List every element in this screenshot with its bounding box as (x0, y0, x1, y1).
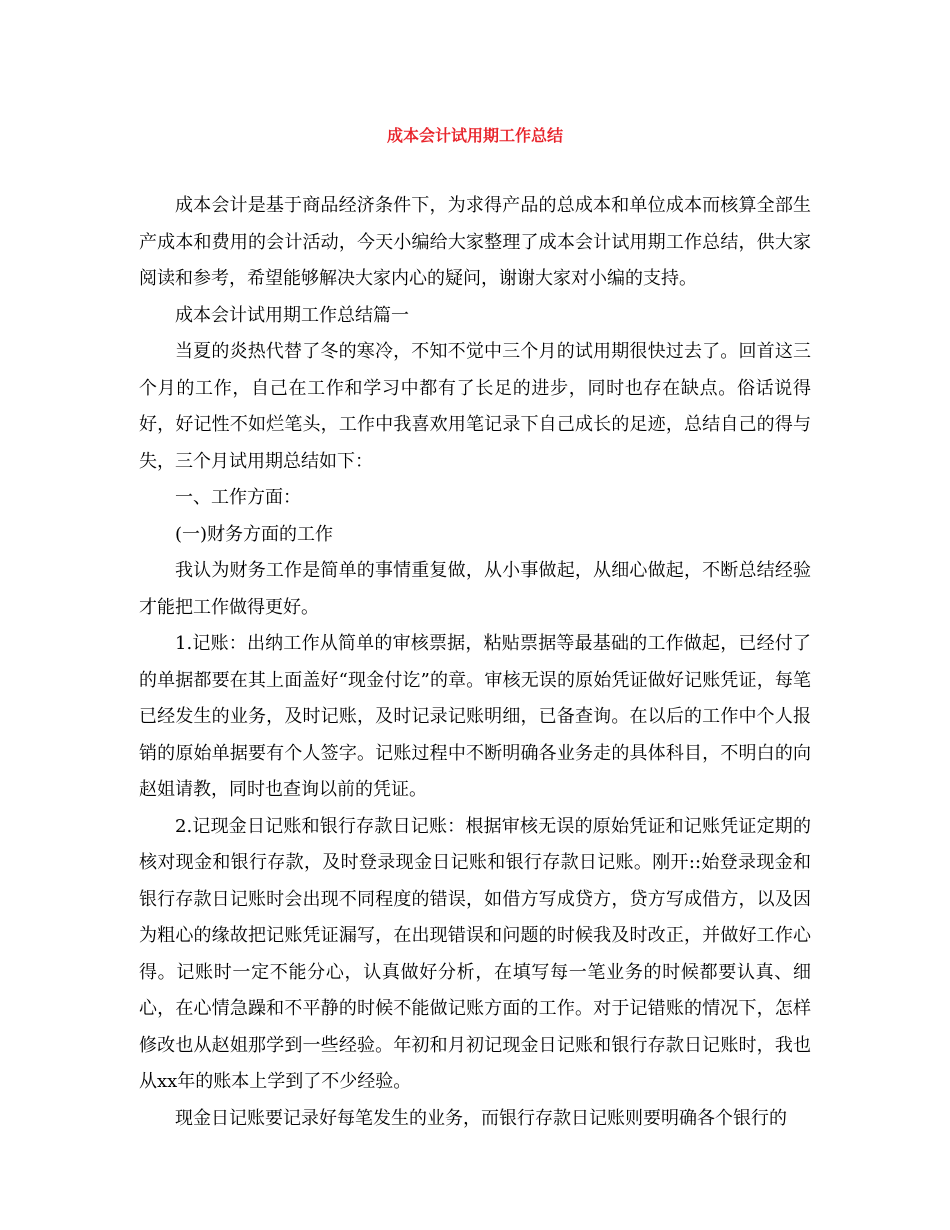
paragraph-cash-journal: 现金日记账要记录好每笔发生的业务，而银行存款日记账则要明确各个银行的 (175, 1107, 787, 1129)
paragraph-journals: 2.记现金日记账和银行存款日记账：根据审核无误的原始凭证和记账凭证定期的核对现金和银行存款，及时登录现金日记账和银行存款日记账。刚开::始登录现金和银行存款日记账时会出现不同程度的错误，如借方写成贷方，贷方写成借方，以及因为粗心的缘故把记账凭证漏写，在出现错误和问题的时候我及时改正，并做好工作心得。记账时一定不能分心，认真做好分析，在填写每一笔业务的时候都要认真、细心，在心情急躁和不平静的时候不能做记账方面的工作。对于记错账的情况下，怎样修改也从赵姐那学到一些经验。年初和月初记现金日记账和银行存款日记账时，我也从xx年的账本上学到了不少经验。 (139, 815, 811, 1092)
paragraph-intro: 成本会计是基于商品经济条件下，为求得产品的总成本和单位成本而核算全部生产成本和费用的会计活动，今天小编给大家整理了成本会计试用期工作总结，供大家阅读和参考，希望能够解决大家内心的疑问，谢谢大家对小编的支持。 (139, 195, 811, 289)
document-body (139, 188, 811, 1137)
paragraph-opening: 当夏的炎热代替了冬的寒冷，不知不觉中三个月的试用期很快过去了。回首这三个月的工作，自己在工作和学习中都有了长足的进步，同时也存在缺点。俗话说得好，好记性不如烂笔头，工作中我喜欢用笔记录下自己成长的足迹，总结自己的得与失，三个月试用期总结如下： (139, 341, 811, 472)
paragraph-section-heading: 成本会计试用期工作总结篇一 (175, 304, 409, 326)
paragraph-work-heading: 一、工作方面： (175, 487, 301, 508)
paragraph-finance-intro: 我认为财务工作是简单的事情重复做，从小事做起，从细心做起，不断总结经验才能把工作做得更好。 (139, 560, 811, 618)
paragraph-finance-heading: (一)财务方面的工作 (175, 523, 334, 545)
document-title: 成本会计试用期工作总结 (386, 126, 563, 145)
paragraph-bookkeeping: 1.记账：出纳工作从简单的审核票据，粘贴票据等最基础的工作做起，已经付了的单据都要在其上面盖好“现金付讫”的章。审核无误的原始凭证做好记账凭证，每笔已经发生的业务，及时记账，及时记录记账明细，已备查询。在以后的工作中个人报销的原始单据要有个人签字。记账过程中不断明确各业务走的具体科目，不明白的向赵姐请教，同时也查询以前的凭证。 (139, 633, 811, 800)
